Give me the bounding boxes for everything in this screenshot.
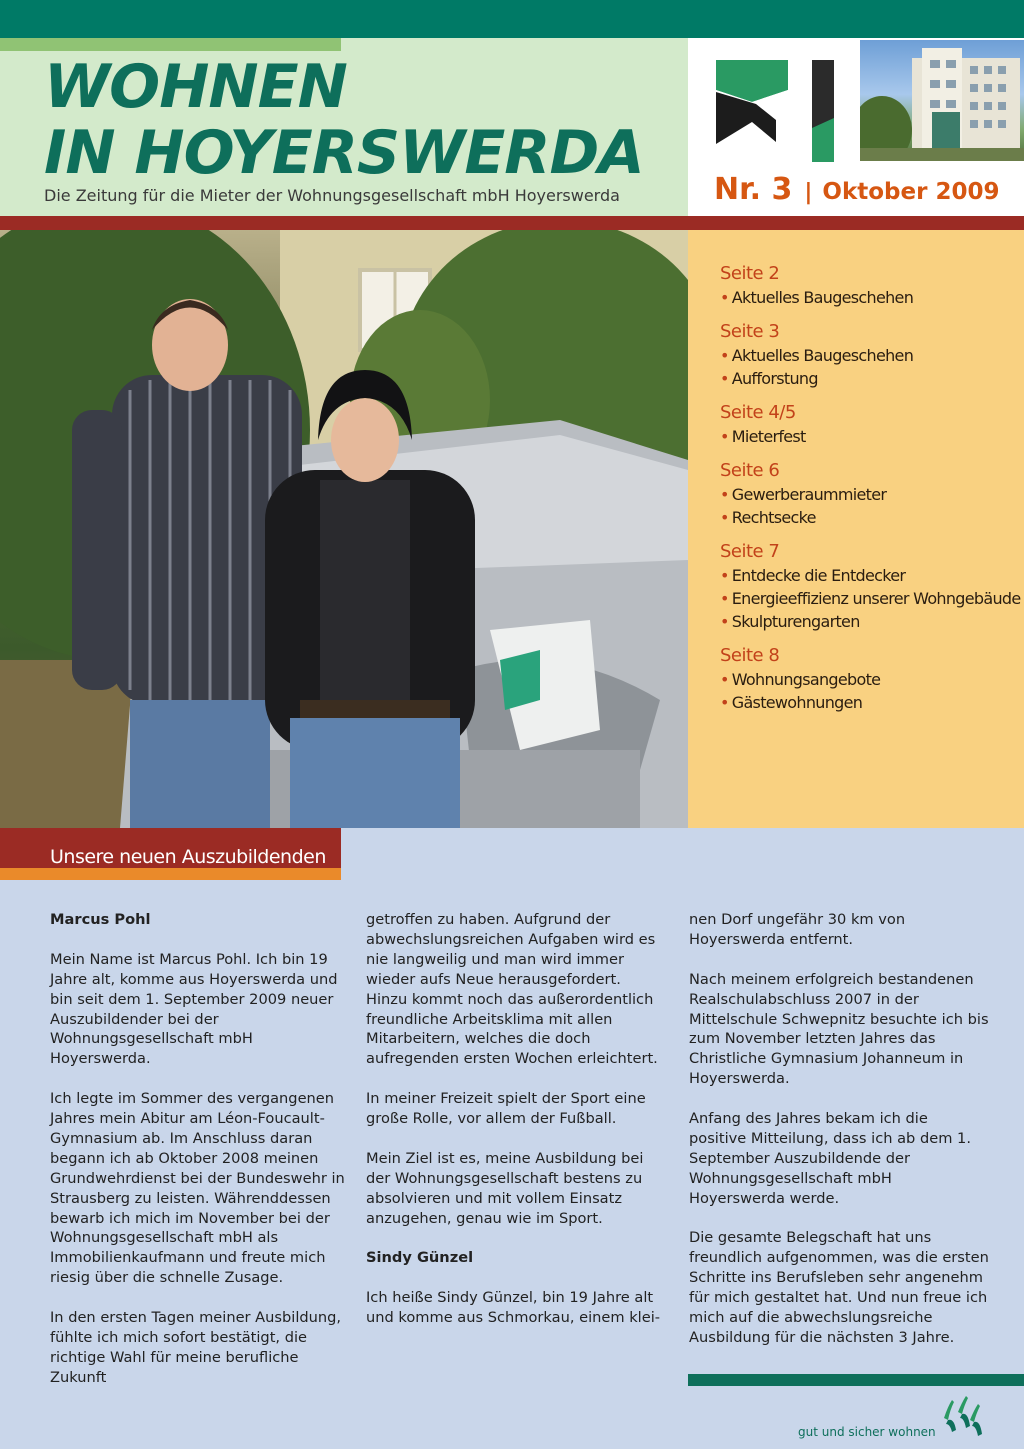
- article-paragraph-cont: nen Dorf ungefähr 30 km von Hoyerswerda entfernt.: [689, 911, 906, 948]
- title-line-1: WOHNEN: [44, 52, 347, 122]
- company-logo-icon: [716, 58, 836, 162]
- toc-item[interactable]: • Mieterfest: [720, 427, 806, 446]
- issue-separator: |: [804, 180, 813, 205]
- masthead-accent-strip: [0, 38, 341, 51]
- footer-logo-icon: [940, 1396, 984, 1438]
- issue-date: Oktober 2009: [822, 179, 1000, 205]
- toc-item[interactable]: • Wohnungsangebote: [720, 670, 881, 689]
- title-line-2: IN HOYERSWERDA: [44, 118, 644, 188]
- article-paragraph: Nach meinem erfolgreich bestandenen Realschulabschluss 2007 in der Mittelschule Schwepnitz besuchte ich bis zum November letzten Jahres das Christliche Gymnasium Johanneum in Hoyerswerda.: [689, 970, 989, 1088]
- article-column-2: [366, 910, 666, 1348]
- toc-item[interactable]: • Aktuelles Baugeschehen: [720, 288, 914, 307]
- article-paragraph-start: In den ersten Tagen meiner Ausbildung, fühlte ich mich sofort bestätigt, die richtige Wahl für meine berufliche Zukunft: [50, 1309, 342, 1386]
- article-paragraph: Mein Name ist Marcus Pohl. Ich bin 19 Jahre alt, komme aus Hoyerswerda und bin seit dem 1. September 2009 neuer Auszubildender bei der Wohnungsgesellschaft mbH Hoyerswerda.: [50, 950, 338, 1068]
- toc-item[interactable]: • Gewerberaummieter: [720, 485, 887, 504]
- toc-page-2[interactable]: Seite 2: [720, 263, 780, 284]
- apprentices-photo-illustration-icon: [0, 230, 688, 828]
- table-of-contents: [688, 230, 1024, 828]
- top-green-bar: [0, 0, 1024, 38]
- toc-item[interactable]: • Rechtsecke: [720, 508, 816, 527]
- header-divider: [0, 216, 1024, 230]
- toc-item[interactable]: • Gästewohnungen: [720, 693, 863, 712]
- issue-info: [714, 172, 999, 207]
- article-paragraph-start: Ich heiße Sindy Günzel, bin 19 Jahre alt und komme aus Schmorkau, einem klei-: [366, 1289, 661, 1327]
- building-photo: [860, 40, 1024, 161]
- article-paragraph: Die gesamte Belegschaft hat uns freundlich aufgenommen, was die ersten Schritte ins Berufsleben sehr angenehm für mich gestaltet hat. Und nun freue ich mich auf die abwechslungsreiche Ausbildung für die nächsten 3 Jahre.: [689, 1229, 989, 1346]
- building-illustration-icon: [860, 40, 1024, 161]
- toc-page-8[interactable]: Seite 8: [720, 645, 780, 666]
- article-column-3: [689, 910, 989, 1368]
- toc-item[interactable]: • Aktuelles Baugeschehen: [720, 346, 914, 365]
- newspaper-subtitle: Die Zeitung für die Mieter der Wohnungsgesellschaft mbH Hoyerswerda: [44, 186, 620, 205]
- article-paragraph: In meiner Freizeit spielt der Sport eine große Rolle, vor allem der Fußball.: [366, 1090, 646, 1128]
- newspaper-title: [44, 54, 644, 186]
- article-paragraph: Anfang des Jahres bekam ich die positive Mitteilung, dass ich ab dem 1. September Auszubildende der Wohnungsgesellschaft mbH Hoyerswerda werde.: [689, 1110, 971, 1207]
- article-column-1: [50, 910, 350, 1408]
- toc-page-4-5[interactable]: Seite 4/5: [720, 402, 796, 423]
- author-name-marcus: Marcus Pohl: [50, 911, 151, 928]
- footer-bar: [688, 1374, 1024, 1386]
- hero-photo: [0, 230, 688, 828]
- toc-page-7[interactable]: Seite 7: [720, 541, 780, 562]
- toc-item[interactable]: • Aufforstung: [720, 369, 818, 388]
- section-title: Unsere neuen Auszubildenden: [50, 846, 326, 868]
- toc-page-3[interactable]: Seite 3: [720, 321, 780, 342]
- section-header-accent: [0, 868, 341, 880]
- toc-page-6[interactable]: Seite 6: [720, 460, 780, 481]
- toc-item[interactable]: • Energieeffizienz unserer Wohngebäude: [720, 589, 1021, 608]
- article-paragraph-cont: getroffen zu haben. Aufgrund der abwechslungsreichen Aufgaben wird es nie langweilig und man wird immer wieder aufs Neue herausgefordert. Hinzu kommt noch das außerordentlich freundliche Arbeitsklima mit allen Mitarbeitern, welches die doch aufregenden ersten Wochen erleichtert.: [366, 911, 658, 1068]
- toc-item[interactable]: • Skulpturengarten: [720, 612, 860, 631]
- article-paragraph: Mein Ziel ist es, meine Ausbildung bei der Wohnungsgesellschaft bestens zu absolvieren und mit vollem Einsatz anzugehen, genau wie im Sport.: [366, 1149, 644, 1227]
- footer-slogan: gut und sicher wohnen: [798, 1425, 936, 1439]
- author-name-sindy: Sindy Günzel: [366, 1249, 474, 1267]
- issue-number: Nr. 3: [714, 172, 793, 207]
- article-paragraph: Ich legte im Sommer des vergangenen Jahres mein Abitur am Léon-Foucault-Gymnasium ab. Im Anschluss daran begann ich ab Oktober 2008 meinen Grundwehrdienst bei der Bundeswehr in Strausberg zu leisten. Währenddessen bewarb ich mich im November bei der Wohnungsgesellschaft mbH als Immobilienkaufmann und freute mich riesig über die schnelle Zusage.: [50, 1090, 345, 1287]
- toc-item[interactable]: • Entdecke die Entdecker: [720, 566, 906, 585]
